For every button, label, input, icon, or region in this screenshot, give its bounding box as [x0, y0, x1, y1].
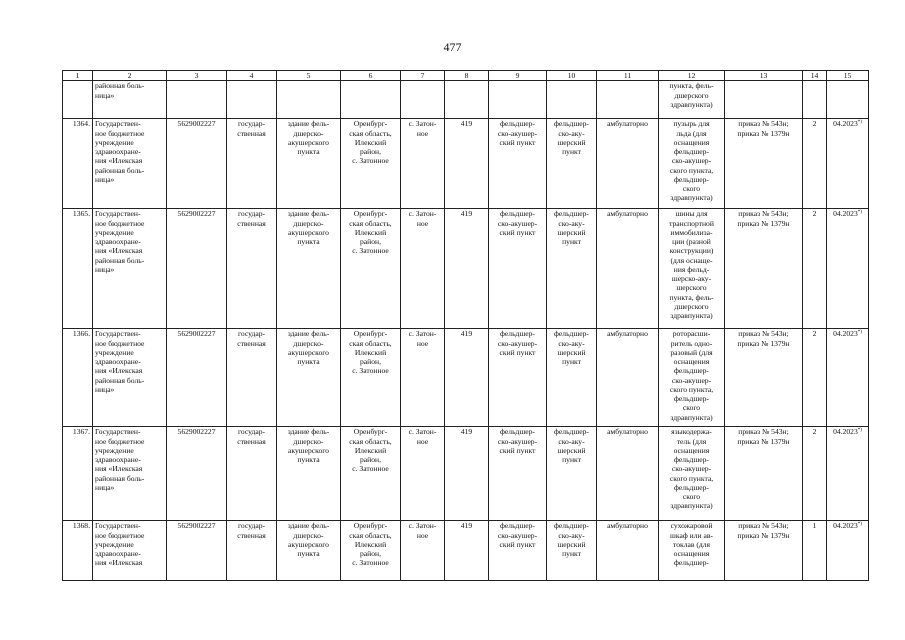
cell-unit: фельдшер- ско-аку- шерский пункт — [547, 209, 597, 329]
cell-unit: фельдшер- ско-аку- шерский пункт — [547, 329, 597, 427]
cell-order: приказ № 543н; приказ № 1379н — [725, 521, 803, 581]
cell-qty: 2 — [803, 209, 827, 329]
cell-code: 419 — [445, 427, 489, 521]
cell-qty: 1 — [803, 521, 827, 581]
continuation-org-text: районная боль- ница» — [95, 81, 145, 100]
cell-date: 04.2023*) — [827, 329, 869, 427]
cell-num: 1364. — [63, 119, 93, 209]
column-number-6: 6 — [341, 71, 401, 81]
cell-inn: 5629002227 — [167, 209, 227, 329]
cell-locality: с. Затон- ное — [401, 119, 445, 209]
cell-order: приказ № 543н; приказ № 1379н — [725, 329, 803, 427]
cell-address: Оренбург- ская область, Илекский район, с. Затонное — [341, 209, 401, 329]
column-number-12: 12 — [659, 71, 725, 81]
cell-org: Государствен- ное бюджетное учреждение здравоохране- ния «Илекская — [93, 521, 167, 581]
cell-equipment: сухожаровой шкаф или ав- токлав (для оснащения фельдшер- — [659, 521, 725, 581]
registry-table — [62, 70, 869, 581]
column-number-10: 10 — [547, 71, 597, 81]
table-row — [63, 427, 869, 521]
cell-num: 1368. — [63, 521, 93, 581]
cell-code: 419 — [445, 209, 489, 329]
cell-building: здание фель- дшерско- акушерского пункта — [277, 119, 341, 209]
cell-locality: с. Затон- ное — [401, 329, 445, 427]
cell-ownership: государ- ственная — [227, 119, 277, 209]
cell-equipment — [659, 81, 725, 119]
cell-unit-type: фельдшер- ско-акушер- ский пункт — [489, 427, 547, 521]
cell-address: Оренбург- ская область, Илекский район, с. Затонное — [341, 427, 401, 521]
continuation-row — [63, 81, 869, 119]
cell-num: 1365. — [63, 209, 93, 329]
cell-equipment: пузырь для льда (для оснащения фельдшер- ско-акушер- ского пункта, фельдшер- ского здравпункта) — [659, 119, 725, 209]
cell-ownership: государ- ственная — [227, 209, 277, 329]
cell-unit-type: фельдшер- ско-акушер- ский пункт — [489, 329, 547, 427]
cell-org: Государствен- ное бюджетное учреждение здравоохране- ния «Илекская районная боль- ница» — [93, 427, 167, 521]
cell-care: амбулаторно — [597, 209, 659, 329]
cell-unit-type: фельдшер- ско-акушер- ский пункт — [489, 521, 547, 581]
cell-equipment: языкодержа- тель (для оснащения фельдшер- ско-акушер- ского пункта, фельдшер- ского здравпункта) — [659, 427, 725, 521]
column-number-3: 3 — [167, 71, 227, 81]
cell-inn: 5629002227 — [167, 119, 227, 209]
footnote-mark: *) — [857, 120, 862, 126]
column-number-row — [63, 71, 869, 81]
cell-code: 419 — [445, 329, 489, 427]
cell-locality: с. Затон- ное — [401, 427, 445, 521]
cell-qty: 2 — [803, 329, 827, 427]
cell-equipment: роторасши- ритель одно- разовый (для оснащения фельдшер- ско-акушер- ского пункта, фельдшер- ского здравпункта) — [659, 329, 725, 427]
cell-building: здание фель- дшерско- акушерского пункта — [277, 521, 341, 581]
column-number-2: 2 — [93, 71, 167, 81]
continuation-equipment-text: пункта, фель- дшерского здравпункта) — [669, 81, 714, 109]
cell-org: Государствен- ное бюджетное учреждение здравоохране- ния «Илекская районная боль- ница» — [93, 329, 167, 427]
page-number: 477 — [443, 40, 462, 54]
cell-care: амбулаторно — [597, 427, 659, 521]
cell-address: Оренбург- ская область, Илекский район, с. Затонное — [341, 521, 401, 581]
table-row — [63, 119, 869, 209]
cell-inn: 5629002227 — [167, 329, 227, 427]
column-number-1: 1 — [63, 71, 93, 81]
cell-date: 04.2023*) — [827, 427, 869, 521]
cell-order: приказ № 543н; приказ № 1379н — [725, 209, 803, 329]
cell-unit: фельдшер- ско-аку- шерский пункт — [547, 119, 597, 209]
cell-address: Оренбург- ская область, Илекский район, с. Затонное — [341, 119, 401, 209]
cell-org: Государствен- ное бюджетное учреждение здравоохране- ния «Илекская районная боль- ница» — [93, 119, 167, 209]
cell-building: здание фель- дшерско- акушерского пункта — [277, 329, 341, 427]
cell-org: Государствен- ное бюджетное учреждение здравоохране- ния «Илекская районная боль- ница» — [93, 209, 167, 329]
cell-locality: с. Затон- ное — [401, 209, 445, 329]
cell-building: здание фель- дшерско- акушерского пункта — [277, 209, 341, 329]
cell-unit: фельдшер- ско-аку- шерский пункт — [547, 521, 597, 581]
table-row — [63, 329, 869, 427]
cell-date: 04.2023*) — [827, 521, 869, 581]
cell-code: 419 — [445, 521, 489, 581]
column-number-9: 9 — [489, 71, 547, 81]
cell-unit-type: фельдшер- ско-акушер- ский пункт — [489, 209, 547, 329]
table-row — [63, 209, 869, 329]
cell-locality: с. Затон- ное — [401, 521, 445, 581]
cell-inn: 5629002227 — [167, 521, 227, 581]
column-number-11: 11 — [597, 71, 659, 81]
footnote-mark: *) — [857, 428, 862, 434]
footnote-mark: *) — [857, 522, 862, 528]
column-number-14: 14 — [803, 71, 827, 81]
cell-qty: 2 — [803, 119, 827, 209]
cell-care: амбулаторно — [597, 329, 659, 427]
column-number-8: 8 — [445, 71, 489, 81]
column-number-5: 5 — [277, 71, 341, 81]
cell-care: амбулаторно — [597, 521, 659, 581]
cell-order: приказ № 543н; приказ № 1379н — [725, 119, 803, 209]
column-number-7: 7 — [401, 71, 445, 81]
cell-ownership: государ- ственная — [227, 521, 277, 581]
cell-ownership: государ- ственная — [227, 427, 277, 521]
footnote-mark: *) — [857, 210, 862, 216]
cell-equipment: шины для транспортной иммобилиза- ции (разной конструкции) (для оснаще- ния фельд- шерско-аку- шерского пункта, фель- дшерского здравпункта) — [659, 209, 725, 329]
cell-order: приказ № 543н; приказ № 1379н — [725, 427, 803, 521]
table-row — [63, 521, 869, 581]
column-number-15: 15 — [827, 71, 869, 81]
cell-unit: фельдшер- ско-аку- шерский пункт — [547, 427, 597, 521]
cell-unit-type: фельдшер- ско-акушер- ский пункт — [489, 119, 547, 209]
footnote-mark: *) — [857, 330, 862, 336]
cell-qty: 2 — [803, 427, 827, 521]
cell-num: 1367. — [63, 427, 93, 521]
column-number-4: 4 — [227, 71, 277, 81]
cell-num: 1366. — [63, 329, 93, 427]
cell-code: 419 — [445, 119, 489, 209]
cell-address: Оренбург- ская область, Илекский район, с. Затонное — [341, 329, 401, 427]
cell-num — [63, 81, 93, 119]
column-number-13: 13 — [725, 71, 803, 81]
cell-date: 04.2023*) — [827, 209, 869, 329]
cell-date: 04.2023*) — [827, 119, 869, 209]
cell-inn: 5629002227 — [167, 427, 227, 521]
cell-care: амбулаторно — [597, 119, 659, 209]
cell-building: здание фель- дшерско- акушерского пункта — [277, 427, 341, 521]
cell-org — [93, 81, 167, 119]
cell-ownership: государ- ственная — [227, 329, 277, 427]
